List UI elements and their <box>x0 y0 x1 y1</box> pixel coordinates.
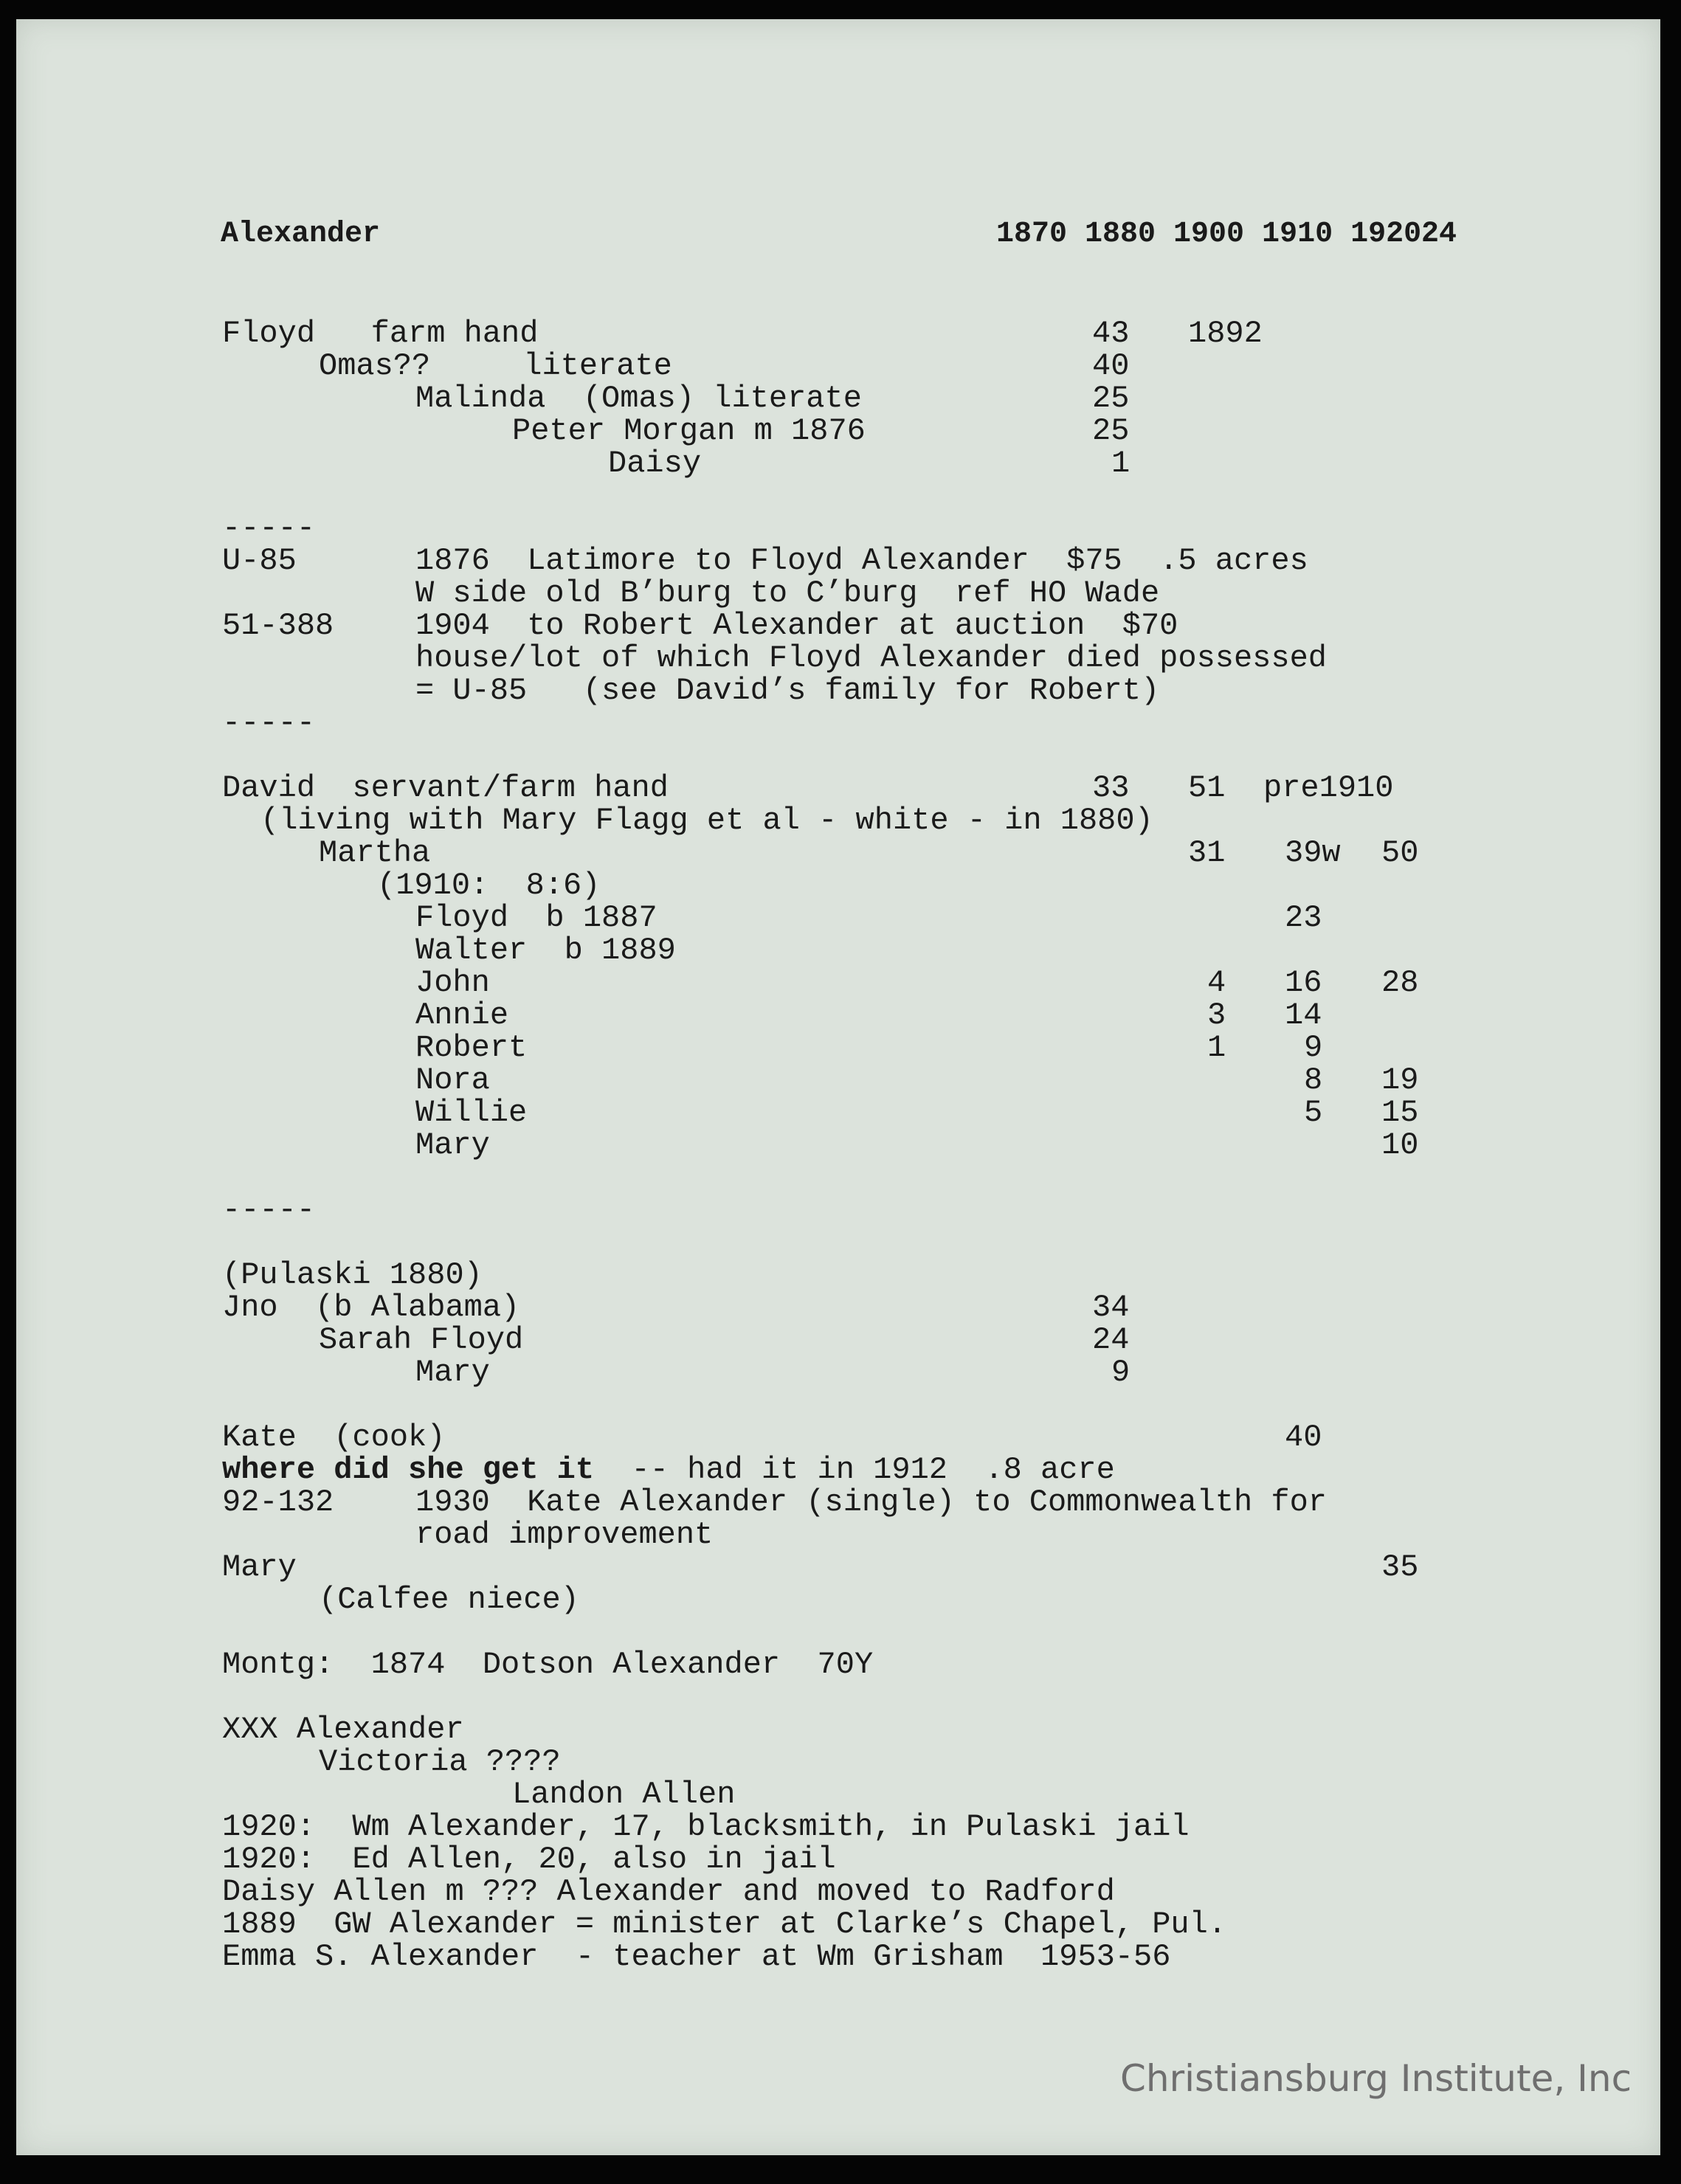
jno-entry: Jno (b Alabama) <box>222 1290 520 1325</box>
victoria-entry: Victoria ???? <box>319 1744 561 1780</box>
david-child-robert: Robert <box>415 1030 528 1065</box>
pulaski-mary-age: 9 <box>1111 1355 1131 1390</box>
martha-entry: Martha <box>319 835 431 871</box>
malinda-age-1880: 25 <box>1092 381 1130 416</box>
document-page <box>16 19 1660 2155</box>
jno-age: 34 <box>1092 1290 1130 1325</box>
separator: ----- <box>222 705 316 741</box>
david-child-john: John <box>415 965 490 1001</box>
floyd-death-year: 1892 <box>1188 316 1263 351</box>
kate-question-line <box>222 1454 1115 1486</box>
annie-age-1900: 3 <box>1207 998 1226 1033</box>
emma-note: Emma S. Alexander - teacher at Wm Grisham 1953-56 <box>222 1939 1171 1974</box>
deed-ref-51-388: 51-388 <box>222 608 334 643</box>
peter-age-1880: 25 <box>1092 413 1130 449</box>
malinda-entry: Malinda (Omas) literate <box>415 381 862 416</box>
willie-age-1920: 15 <box>1381 1095 1419 1130</box>
kate-deed-line1: 1930 Kate Alexander (single) to Commonwealth for <box>415 1485 1328 1520</box>
john-age-1910: 16 <box>1285 965 1322 1001</box>
kate-question-rest: -- had it in 1912 .8 acre <box>594 1452 1115 1487</box>
robert-age-1900: 1 <box>1207 1030 1226 1065</box>
david-living-note: (living with Mary Flagg et al - white - in 1880) <box>260 803 1153 838</box>
deed-house-line: house/lot of which Floyd Alexander died possessed <box>415 640 1328 676</box>
montg-note: Montg: 1874 Dotson Alexander 70Y <box>222 1647 874 1682</box>
willie-age-1910: 5 <box>1304 1095 1323 1130</box>
david-child-annie: Annie <box>415 998 509 1033</box>
peter-entry: Peter Morgan m 1876 <box>512 413 866 449</box>
gw-note: 1889 GW Alexander = minister at Clarke’s Chapel, Pul. <box>222 1907 1227 1942</box>
david-child-willie: Willie <box>415 1095 528 1130</box>
john-age-1900: 4 <box>1207 965 1226 1001</box>
david-child-walter: Walter b 1889 <box>415 933 676 968</box>
calfee-note: (Calfee niece) <box>319 1582 579 1617</box>
census-years-overstrike: 24 <box>1421 218 1457 251</box>
daisy-age-1880: 1 <box>1111 446 1131 481</box>
separator: ----- <box>222 511 316 546</box>
xxx-entry: XXX Alexander <box>222 1712 464 1747</box>
david-child-floyd: Floyd b 1887 <box>415 900 657 936</box>
deed-1876-location: W side old B’burg to C’burg ref HO Wade <box>415 576 1160 611</box>
david-age-1880: 33 <box>1092 770 1130 806</box>
calfee-mary-entry: Mary <box>222 1549 297 1585</box>
omas-age-1880: 40 <box>1092 348 1130 384</box>
david-entry: David servant/farm hand <box>222 770 669 806</box>
kate-entry: Kate (cook) <box>222 1420 446 1455</box>
nora-age-1920: 19 <box>1381 1062 1419 1098</box>
martha-age-1900: 31 <box>1188 835 1226 871</box>
omas-entry: Omas?? literate <box>319 348 672 384</box>
john-age-1920: 28 <box>1381 965 1419 1001</box>
martha-age-1910: 39w <box>1285 835 1341 871</box>
martha-age-1920: 50 <box>1381 835 1419 871</box>
pulaski-mary-entry: Mary <box>415 1355 490 1390</box>
kate-question-bold: where did she get it <box>222 1452 595 1487</box>
surname-heading: Alexander <box>221 218 381 251</box>
landon-entry: Landon Allen <box>512 1777 736 1812</box>
pulaski-heading: (Pulaski 1880) <box>222 1257 483 1293</box>
daisy-allen-note: Daisy Allen m ??? Alexander and moved to Radford <box>222 1874 1115 1910</box>
calfee-mary-age-1920: 35 <box>1381 1549 1419 1585</box>
deed-ref-92-132: 92-132 <box>222 1485 334 1520</box>
deed-eq-line: = U-85 (see David’s family for Robert) <box>415 673 1160 708</box>
ed-note: 1920: Ed Allen, 20, also in jail <box>222 1842 836 1877</box>
kate-deed-line2: road improvement <box>415 1517 714 1552</box>
watermark: Christiansburg Institute, Inc <box>1120 2057 1632 2100</box>
david-age-1900: 51 <box>1188 770 1226 806</box>
deed-1904-line: 1904 to Robert Alexander at auction $70 <box>415 608 1178 643</box>
deed-ref-u85: U-85 <box>222 543 297 578</box>
martha-ratio-note: (1910: 8:6) <box>377 868 601 903</box>
sarah-entry: Sarah Floyd <box>319 1322 524 1358</box>
david-note-1910: pre1910 <box>1263 770 1394 806</box>
nora-age-1910: 8 <box>1304 1062 1323 1098</box>
deed-1876-line: 1876 Latimore to Floyd Alexander $75 .5 acres <box>415 543 1308 578</box>
daisy-entry: Daisy <box>608 446 702 481</box>
floyd-age-1880: 43 <box>1092 316 1130 351</box>
floyd-entry: Floyd farm hand <box>222 316 539 351</box>
sarah-age: 24 <box>1092 1322 1130 1358</box>
floyd-jr-age-1910: 23 <box>1285 900 1322 936</box>
mary-age-1920: 10 <box>1381 1127 1419 1163</box>
wm-note: 1920: Wm Alexander, 17, blacksmith, in Pulaski jail <box>222 1809 1190 1845</box>
census-years-header: 1870 1880 1900 1910 1920 <box>996 218 1422 251</box>
kate-age-1910: 40 <box>1285 1420 1322 1455</box>
david-child-nora: Nora <box>415 1062 490 1098</box>
robert-age-1910: 9 <box>1304 1030 1323 1065</box>
separator: ----- <box>222 1192 316 1228</box>
annie-age-1910: 14 <box>1285 998 1322 1033</box>
david-child-mary: Mary <box>415 1127 490 1163</box>
